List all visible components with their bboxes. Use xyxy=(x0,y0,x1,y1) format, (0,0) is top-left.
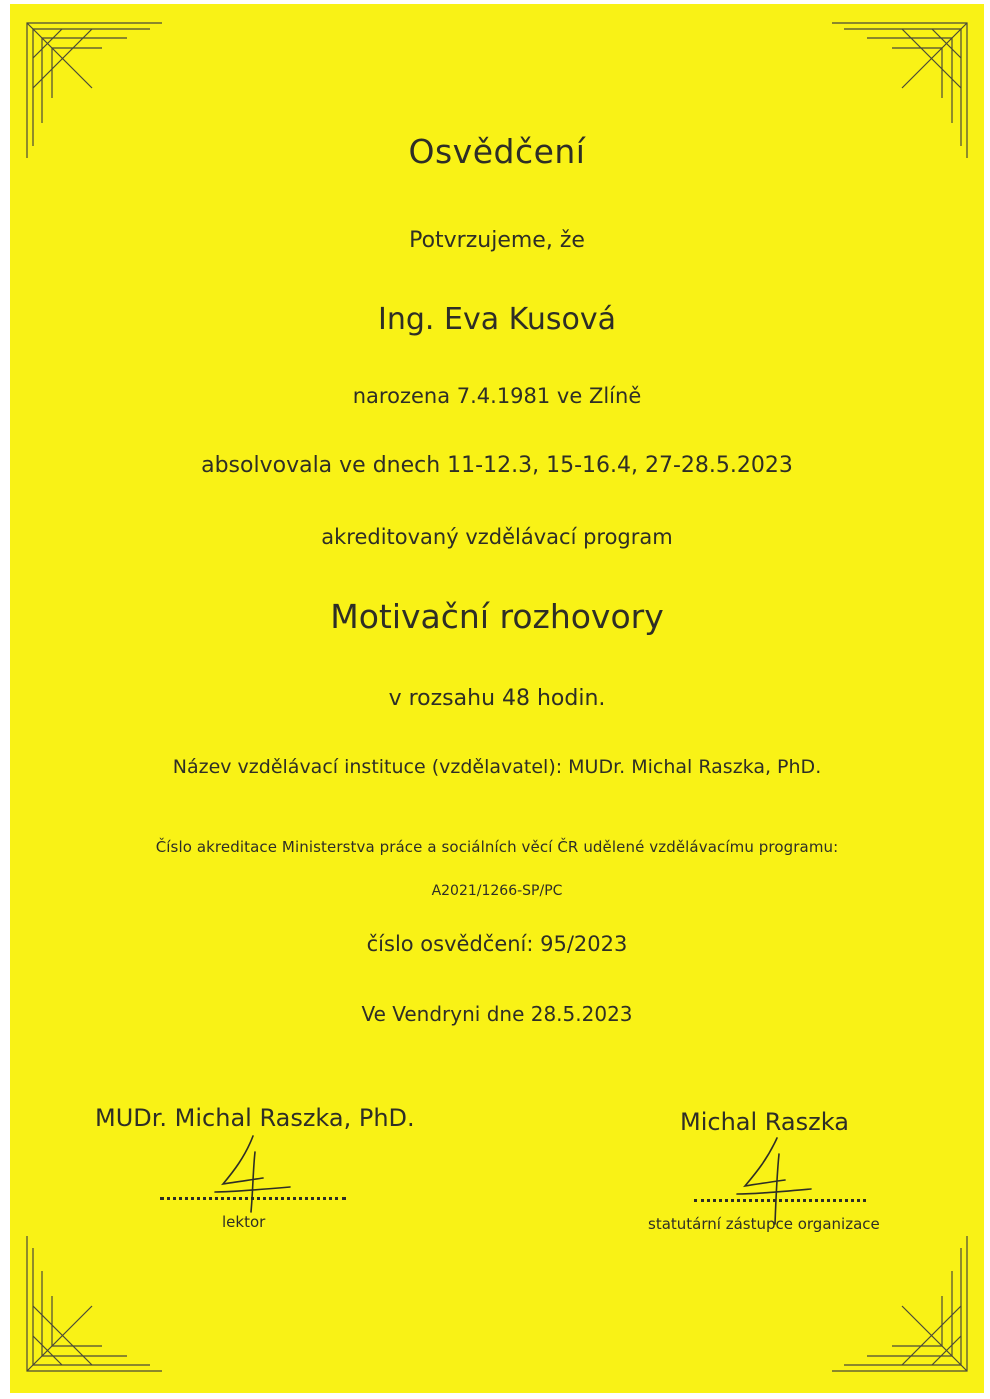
lecturer-signature-line xyxy=(160,1197,346,1200)
lecturer-role: lektor xyxy=(222,1213,266,1231)
place-and-date: Ve Vendryni dne 28.5.2023 xyxy=(361,1002,633,1026)
representative-name: Michal Raszka xyxy=(680,1108,849,1136)
lecturer-name: MUDr. Michal Raszka, PhD. xyxy=(95,1104,415,1132)
program-intro: akreditovaný vzdělávací program xyxy=(321,525,673,549)
course-dates: absolvovala ve dnech 11-12.3, 15-16.4, 27-28.5.2023 xyxy=(201,453,793,478)
birth-details: narozena 7.4.1981 ve Zlíně xyxy=(352,384,642,408)
corner-ornament-bottom-left xyxy=(22,1226,172,1376)
representative-role: statutární zástupce organizace xyxy=(648,1215,880,1233)
accreditation-number: A2021/1266-SP/PC xyxy=(431,883,563,899)
program-scope: v rozsahu 48 hodin. xyxy=(388,686,606,711)
program-name: Motivační rozhovory xyxy=(330,597,664,636)
lecturer-signature xyxy=(195,1132,305,1217)
accreditation-text: Číslo akreditace Ministerstva práce a sociálních věcí ČR udělené vzdělávacímu programu: xyxy=(155,838,839,856)
certificate-title: Osvědčení xyxy=(408,132,586,171)
certificate-number: číslo osvědčení: 95/2023 xyxy=(366,932,628,956)
recipient-name: Ing. Eva Kusová xyxy=(378,302,616,337)
representative-signature-line xyxy=(694,1199,866,1202)
confirmation-text: Potvrzujeme, že xyxy=(409,228,585,253)
institution-name: Název vzdělávací instituce (vzdělavatel): MUDr. Michal Raszka, PhD. xyxy=(172,756,822,778)
certificate-page xyxy=(10,4,984,1393)
corner-ornament-bottom-right xyxy=(822,1226,972,1376)
